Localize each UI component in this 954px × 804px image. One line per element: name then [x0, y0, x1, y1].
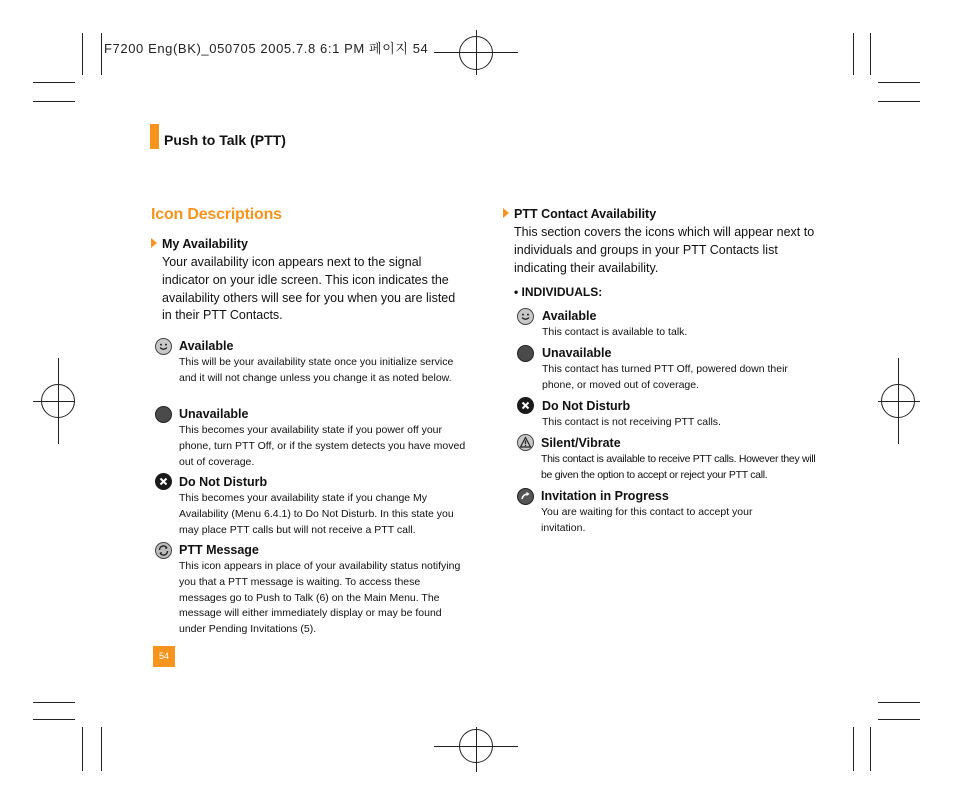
contact-title-invitation: Invitation in Progress: [541, 489, 669, 503]
contact-availability-body: This section covers the icons which will appear next to individuals and groups in your PTT Contacts list indicating their availability.: [514, 225, 815, 275]
arrow-right-icon: [503, 208, 509, 218]
item-desc-ptt-message: This icon appears in place of your availability status notifying you that a PTT message is waiting. To access these messages go to Push to Talk (6) on the Main Menu. The message will either immediately display or may be found under Pending Invitations (5).: [179, 560, 461, 636]
contact-desc-unavailable: This contact has turned PTT Off, powered down their phone, or moved out of coverage.: [542, 363, 788, 391]
contact-desc-invitation: You are waiting for this contact to accept your invitation.: [541, 506, 753, 534]
smiley-face-icon: [517, 308, 534, 325]
item-desc-unavailable: This becomes your availability state if you power off your phone, turn PTT Off, or if the system detects you have moved out of coverage.: [179, 424, 466, 468]
item-desc-available: This will be your availability state once you initialize service and it will not change unless you change it as noted below.: [179, 356, 454, 384]
contact-title-silent-vibrate: Silent/Vibrate: [541, 436, 621, 450]
item-title-do-not-disturb: Do Not Disturb: [179, 475, 268, 489]
arrow-right-icon: [151, 238, 157, 248]
do-not-disturb-x-icon: [517, 397, 534, 414]
item-title-unavailable: Unavailable: [179, 407, 249, 421]
page-number: 54: [153, 646, 175, 667]
individuals-label: • INDIVIDUALS:: [514, 285, 603, 299]
invitation-arrow-icon: [517, 488, 534, 505]
print-slug: F7200 Eng(BK)_050705 2005.7.8 6:1 PM 페이지 54: [104, 41, 429, 56]
contact-desc-silent-vibrate: This contact is available to receive PTT calls. However they will be given the option to accept or reject your PTT call.: [541, 453, 816, 481]
dark-circle-icon: [517, 345, 534, 362]
contact-title-available: Available: [542, 309, 597, 323]
section-title: Push to Talk (PTT): [164, 132, 286, 148]
contact-desc-available: This contact is available to talk.: [542, 326, 688, 338]
silent-vibrate-triangle-icon: [517, 434, 534, 451]
contact-desc-do-not-disturb: This contact is not receiving PTT calls.: [542, 416, 721, 428]
item-title-available: Available: [179, 339, 234, 353]
do-not-disturb-x-icon: [155, 473, 172, 490]
item-desc-do-not-disturb: This becomes your availability state if you change My Availability (Menu 6.4.1) to Do Not Disturb. In this state you may place PTT calls but will not receive a PTT call.: [179, 492, 454, 536]
dark-circle-icon: [155, 406, 172, 423]
my-availability-heading: My Availability: [151, 237, 248, 251]
item-title-ptt-message: PTT Message: [179, 543, 259, 557]
contact-title-unavailable: Unavailable: [542, 346, 612, 360]
smiley-face-icon: [155, 338, 172, 355]
contact-availability-heading: PTT Contact Availability: [503, 207, 656, 221]
my-availability-body: Your availability icon appears next to the signal indicator on your idle screen. This icon indicates the availability others will see for you when you are listed in their PTT Contacts.: [162, 255, 456, 323]
contact-title-do-not-disturb: Do Not Disturb: [542, 399, 631, 413]
ptt-message-arrows-icon: [155, 542, 172, 559]
page-heading: Icon Descriptions: [151, 206, 282, 223]
section-accent-bar: [150, 124, 159, 149]
